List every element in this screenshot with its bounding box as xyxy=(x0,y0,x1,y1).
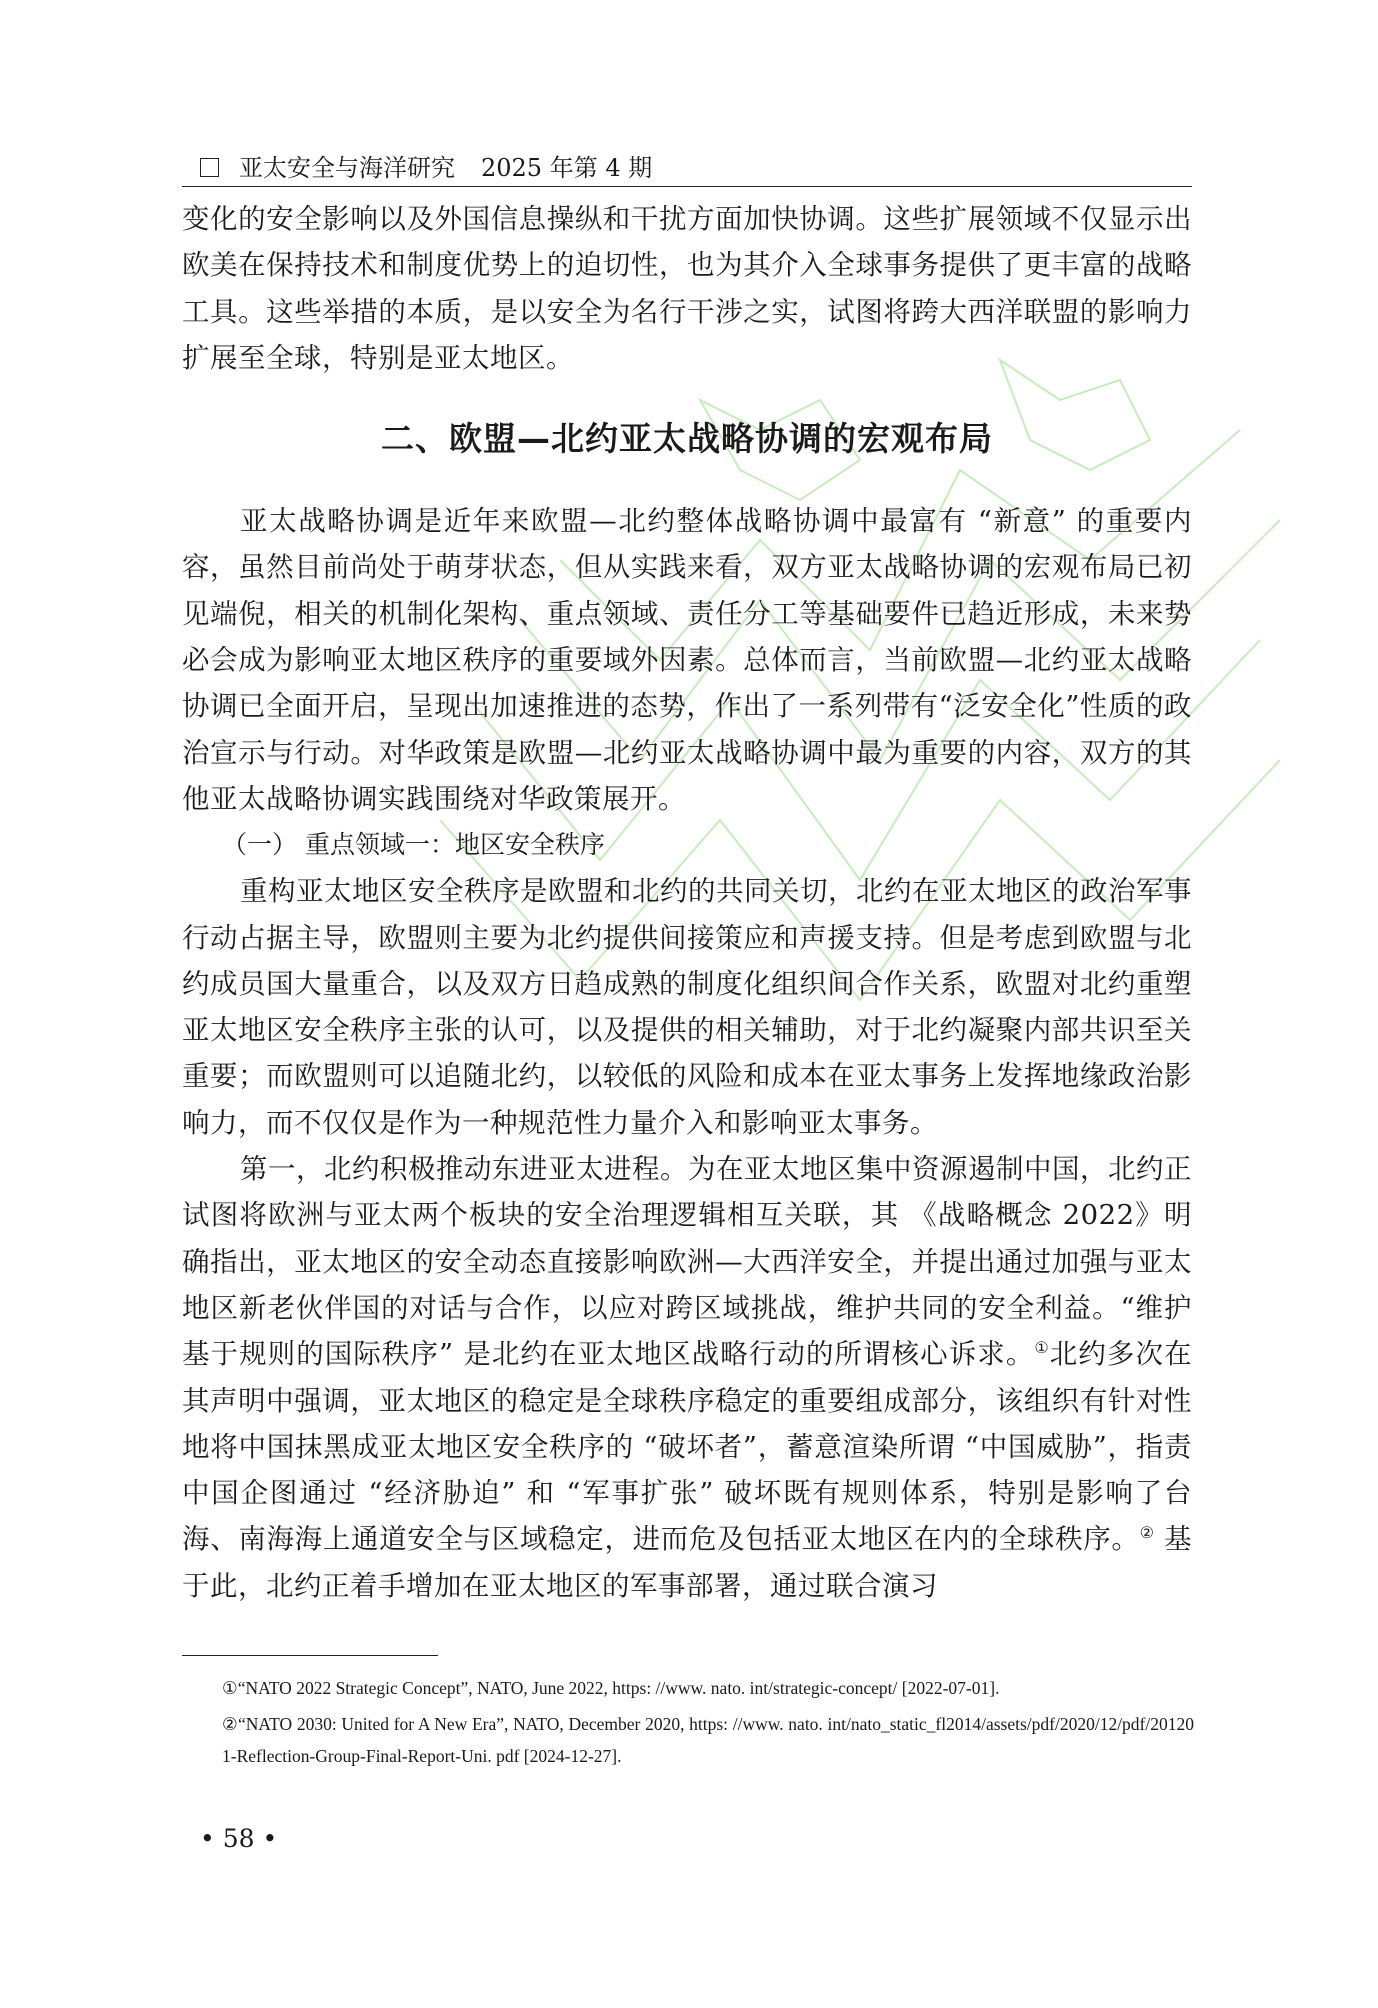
footnote-ref: ① xyxy=(1034,1338,1050,1358)
paragraph-part: 北约多次在其声明中强调，亚太地区的稳定是全球秩序稳定的重要组成部分，该组织有针对性地将中国抹黑成亚太地区安全秩序的 “破坏者”，蓄意渲染所谓 “中国威胁”，指责中国企图通过 “经济胁迫” 和 “军事扩张” 破坏既有规则体系，特别是影响了台海、南海海上通道安全与区域稳定，进而危及包括亚太地区在内的全球秩序。 xyxy=(182,1338,1193,1556)
footnote-mark: ② xyxy=(222,1714,239,1734)
box-icon xyxy=(200,158,219,177)
journal-name: 亚太安全与海洋研究 xyxy=(239,154,455,182)
subsection-title: （一） 重点领域一：地区安全秩序 xyxy=(222,830,605,860)
footnote xyxy=(222,1708,1194,1772)
footnote xyxy=(222,1672,1194,1704)
footnote-text: “NATO 2030: United for A New Era”, NATO, December 2020, https: //www. nato. int/nato_static_fl2014/assets/pdf/2020/12/pdf/201201-Reflection-Group-Final-Report-Uni. pdf [2024-12-27]. xyxy=(222,1714,1194,1766)
paragraph: 重构亚太地区安全秩序是欧盟和北约的共同关切，北约在亚太地区的政治军事行动占据主导，欧盟则主要为北约提供间接策应和声援支持。但是考虑到欧盟与北约成员国大量重合，以及双方日趋成熟的制度化组织间合作关系，欧盟对北约重塑亚太地区安全秩序主张的认可，以及提供的相关辅助，对于北约凝聚内部共识至关重要；而欧盟则可以追随北约，以较低的风险和成本在亚太事务上发挥地缘政治影响力，而不仅仅是作为一种规范性力量介入和影响亚太事务。 xyxy=(182,875,1192,1139)
paragraph xyxy=(182,1146,1192,1609)
paragraph-part: 第一，北约积极推动东进亚太进程。为在亚太地区集中资源遏制中国，北约正试图将欧洲与亚太两个板块的安全治理逻辑相互关联，其 《战略概念 2022》明确指出，亚太地区的安全动态直接影响欧洲—大西洋安全，并提出通过加强与亚太地区新老伙伴国的对话与合作，以应对跨区域挑战，维护共同的安全利益。“维护基于规则的国际秩序” 是北约在亚太地区战略行动的所谓核心诉求。 xyxy=(182,1153,1192,1371)
running-header xyxy=(200,148,652,183)
footnotes xyxy=(222,1672,1194,1776)
issue-number: 2025 年第 4 期 xyxy=(481,154,653,182)
footnote-mark: ① xyxy=(222,1678,238,1698)
paragraph: 亚太战略协调是近年来欧盟—北约整体战略协调中最富有 “新意” 的重要内容，虽然目前尚处于萌芽状态，但从实践来看，双方亚太战略协调的宏观布局已初见端倪，相关的机制化架构、重点领域、责任分工等基础要件已趋近形成，未来势必会成为影响亚太地区秩序的重要域外因素。总体而言，当前欧盟—北约亚太战略协调已全面开启，呈现出加速推进的态势，作出了一系列带有“泛安全化”性质的政治宣示与行动。对华政策是欧盟—北约亚太战略协调中最为重要的内容，双方的其他亚太战略协调实践围绕对华政策展开。 xyxy=(182,505,1192,815)
footnote-rule xyxy=(182,1655,438,1656)
header-rule xyxy=(182,186,1192,187)
footnote-ref: ② xyxy=(1139,1523,1155,1543)
footnote-text: “NATO 2022 Strategic Concept”, NATO, June 2022, https: //www. nato. int/strategic-concept/ [2022-07-01]. xyxy=(237,1678,1000,1698)
paragraph-part: 基于此，北约正着手增加在亚太地区的军事部署，通过联合演习 xyxy=(182,1523,1192,1602)
main-text xyxy=(182,196,1192,1609)
page-number: • 58 • xyxy=(200,1824,278,1853)
paragraph: 变化的安全影响以及外国信息操纵和干扰方面加快协调。这些扩展领域不仅显示出欧美在保持技术和制度优势上的迫切性，也为其介入全球事务提供了更丰富的战略工具。这些举措的本质，是以安全为名行干涉之实，试图将跨大西洋联盟的影响力扩展至全球，特别是亚太地区。 xyxy=(182,203,1192,374)
section-title: 二、欧盟—北约亚太战略协调的宏观布局 xyxy=(381,419,993,459)
